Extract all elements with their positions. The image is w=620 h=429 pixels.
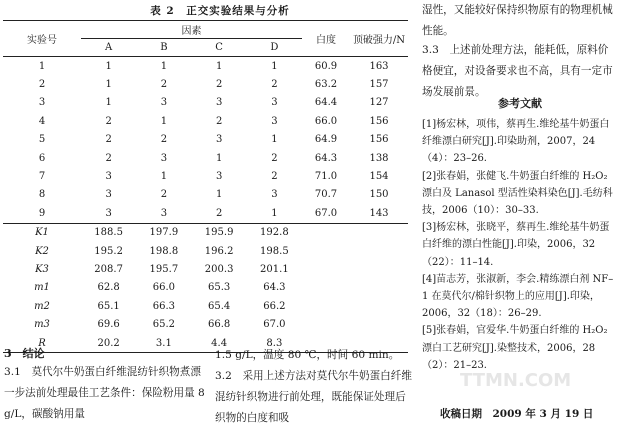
stat-label: m3 [34, 319, 50, 331]
stat-label: R [3, 334, 81, 353]
cell: 2 [160, 189, 168, 201]
row-label: 1 [38, 60, 46, 72]
table-row [3, 186, 408, 204]
cell: 163 [369, 60, 389, 72]
table-row [3, 149, 408, 167]
empty-cell [302, 297, 350, 315]
cell: 1 [271, 60, 278, 72]
empty-cell [302, 260, 350, 278]
cell: 156 [369, 115, 389, 127]
cell: 138 [369, 152, 389, 164]
header-factor-a: A [81, 39, 136, 57]
cell: 3 [271, 189, 278, 201]
cell: 1 [215, 60, 223, 72]
cell: 65.1 [97, 300, 120, 312]
cell: 71.0 [314, 171, 338, 183]
cell: 3 [160, 152, 168, 164]
cell: 64.4 [314, 97, 338, 109]
cell: 2 [105, 152, 112, 164]
header-factors: 因素 [81, 21, 302, 39]
cell: 3 [215, 171, 223, 183]
cell: 8.3 [247, 334, 302, 353]
cell: 1 [271, 134, 278, 146]
reference-item: [2]张春娟，张健飞.牛奶蛋白纤维的 H₂O₂ 漂白及 Lanasol 型活性染料染色[J].毛纺科技，2006（10）：30–33. [422, 170, 613, 217]
cell: 127 [369, 97, 389, 109]
cell: 1 [215, 189, 223, 201]
cell: 4.4 [192, 334, 247, 353]
header-factor-b: B [136, 39, 191, 57]
cell: 188.5 [81, 223, 136, 242]
row-label: 6 [38, 152, 46, 164]
table-row [3, 57, 408, 76]
cell: 2 [160, 134, 168, 146]
cell: 157 [369, 79, 389, 91]
table-row [3, 131, 408, 149]
cell: 1 [160, 171, 168, 183]
table-row [3, 75, 408, 93]
cell: 64.3 [263, 282, 286, 294]
cell: 64.9 [314, 134, 338, 146]
stat-label: K2 [35, 245, 49, 257]
stat-label: K1 [3, 223, 81, 242]
empty-cell [350, 260, 408, 278]
references-list [422, 116, 618, 374]
stat-label: K3 [35, 263, 49, 275]
cell: 3 [215, 134, 223, 146]
row-label: 8 [38, 189, 46, 201]
cell: 154 [369, 171, 389, 183]
table-caption: 表 2 正交实验结果与分析 [150, 5, 290, 17]
empty-cell [350, 242, 408, 260]
reference-item: [4]苗志芳，张淑新，李会.精练漂白剂 NF–1 在莫代尔/棉针织物上的应用[J].印染，2006，32（18）：26–29. [422, 273, 614, 320]
table-row [3, 94, 408, 112]
empty-cell [302, 279, 350, 297]
cell: 66.0 [314, 115, 338, 127]
paragraph-cont-top: 湿性，又能较好保持织物原有的物理机械性能。 [422, 4, 613, 37]
cell: 1 [160, 60, 168, 72]
empty-cell [302, 315, 350, 333]
empty-cell [350, 297, 408, 315]
stat-label: m1 [34, 282, 50, 294]
cell: 65.4 [207, 300, 231, 312]
cell: 198.5 [260, 245, 289, 257]
cell: 66.8 [207, 319, 231, 331]
row-label: 4 [38, 115, 46, 127]
cell: 196.2 [204, 245, 234, 257]
cell: 69.6 [97, 319, 120, 331]
cell: 1 [215, 152, 223, 164]
cell: 3 [105, 171, 112, 183]
table-row [3, 204, 408, 223]
header-strength: 顶破强力/N [350, 21, 408, 57]
cell: 1 [105, 60, 112, 72]
cell: 65.2 [152, 319, 175, 331]
cell: 195.7 [149, 263, 179, 275]
cell: 195.2 [94, 245, 123, 257]
stats-row [3, 315, 408, 333]
paragraph-3-1: 3.1 莫代尔牛奶蛋白纤维混纺针织物煮漂一步法前处理最佳工艺条件：保险粉用量 8 g/L，碳酸钠用量 [4, 366, 205, 420]
reference-item: [3]杨宏林，张晓平，蔡再生.维纶基牛奶蛋白纤维的漂白性能[J].印染，2006，32（22）：11–14. [422, 222, 610, 268]
row-label: 7 [38, 171, 46, 183]
cell: 62.8 [97, 282, 120, 294]
row-label: 9 [38, 207, 46, 219]
empty-cell [350, 279, 408, 297]
cell: 1 [105, 79, 112, 91]
row-label: 5 [38, 134, 46, 146]
cell: 198.8 [149, 245, 179, 257]
stats-row [3, 223, 408, 242]
paragraph-3-1-cont: 1.5 g/L，温度 80 ℃，时间 60 min。3.2 采用上述方法对莫代尔牛奶蛋白纤维混纺针织物进行前处理，既能保证处理后织物的白度和吸 [215, 349, 412, 424]
cell: 64.3 [314, 152, 338, 164]
cell: 208.7 [94, 263, 123, 275]
cell: 3 [105, 207, 112, 219]
row-label: 2 [38, 79, 46, 91]
references-heading: 参考文献 [498, 97, 542, 110]
cell: 200.3 [204, 263, 234, 275]
cell: 156 [369, 134, 389, 146]
cell: 143 [369, 207, 389, 219]
cell: 66.0 [152, 282, 175, 294]
cell: 2 [105, 115, 112, 127]
stat-label: m2 [34, 300, 50, 312]
cell: 20.2 [81, 334, 136, 353]
cell: 192.8 [247, 223, 302, 242]
cell: 195.9 [192, 223, 247, 242]
watermark: TTMN.COM [460, 370, 572, 391]
cell: 150 [369, 189, 389, 201]
cell: 3 [271, 115, 278, 127]
cell: 1 [105, 97, 112, 109]
results-table [3, 20, 408, 353]
stats-row [3, 242, 408, 260]
cell: 3 [160, 97, 168, 109]
cell: 2 [105, 134, 112, 146]
header-whiteness: 白度 [302, 21, 350, 57]
cell: 2 [271, 79, 278, 91]
header-exp-no: 实验号 [3, 21, 81, 57]
cell: 201.1 [260, 263, 289, 275]
stats-row [3, 260, 408, 278]
cell: 70.7 [314, 189, 338, 201]
reference-item: [5]张春娟，官爱华.牛奶蛋白纤维的 H₂O₂ 漂白工艺研究[J].染整技术，2006，28（2）：21–23. [422, 325, 608, 371]
cell: 3.1 [136, 334, 191, 353]
cell: 2 [160, 79, 168, 91]
cell: 66.3 [152, 300, 175, 312]
cell: 2 [271, 171, 278, 183]
table-row [3, 167, 408, 185]
cell: 3 [271, 97, 278, 109]
empty-cell [302, 223, 350, 242]
paragraph-3-3: 3.3 上述前处理方法，能耗低，原料价格便宜，对设备要求也不高，具有一定市场发展前景。 [422, 44, 613, 98]
row-label: 3 [38, 97, 46, 109]
header-factor-d: D [247, 39, 302, 57]
cell: 60.9 [314, 60, 338, 72]
empty-cell [302, 242, 350, 260]
cell: 67.0 [314, 207, 338, 219]
stats-row [3, 279, 408, 297]
cell: 1 [271, 207, 278, 219]
table-row [3, 112, 408, 130]
cell: 67.0 [263, 319, 286, 331]
cell: 197.9 [136, 223, 191, 242]
empty-cell [350, 223, 408, 242]
cell: 1 [160, 115, 168, 127]
cell: 63.2 [314, 79, 338, 91]
cell: 2 [271, 152, 278, 164]
received-date: 收稿日期 2009 年 3 月 19 日 [440, 408, 594, 420]
reference-item: [1]杨宏林，项伟，蔡再生.维纶基牛奶蛋白纤维漂白研究[J].印染助剂，2007，24（4）：23–26. [422, 119, 610, 165]
cell: 3 [105, 189, 112, 201]
cell: 2 [215, 115, 223, 127]
cell: 3 [215, 97, 223, 109]
cell: 3 [160, 207, 168, 219]
cell: 66.2 [263, 300, 286, 312]
section-heading-conclusion: 3 结论 [4, 347, 45, 360]
cell: 2 [215, 207, 223, 219]
header-factor-c: C [192, 39, 247, 57]
cell: 2 [215, 79, 223, 91]
stats-row [3, 297, 408, 315]
cell: 65.3 [207, 282, 231, 294]
empty-cell [350, 315, 408, 333]
